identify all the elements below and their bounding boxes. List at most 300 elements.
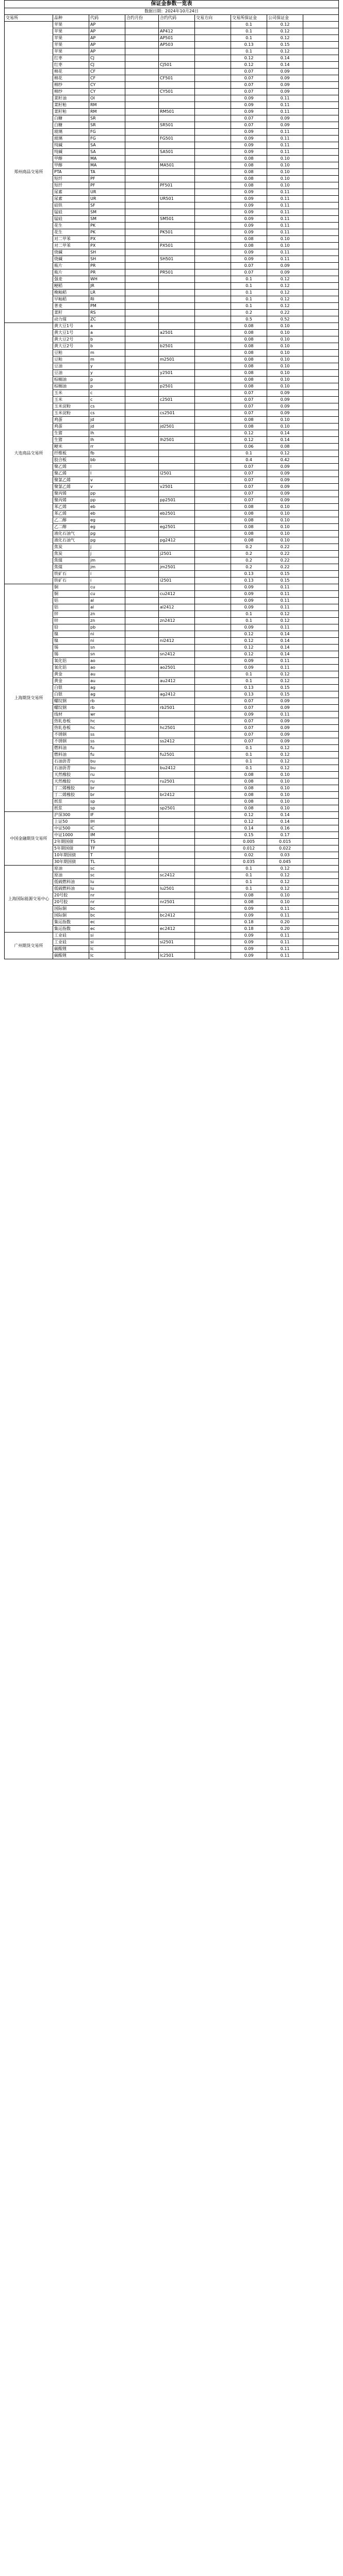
table-cell: 0.2: [231, 564, 267, 571]
table-cell: [125, 939, 159, 946]
table-cell: [303, 129, 339, 135]
table-cell: [303, 564, 339, 571]
table-cell: [125, 162, 159, 169]
table-cell: [303, 316, 339, 323]
table-cell: 0.10: [267, 162, 303, 169]
table-cell: [303, 906, 339, 912]
table-cell: [303, 162, 339, 169]
table-cell: 0.2: [231, 557, 267, 564]
table-cell: [159, 142, 195, 149]
table-row: [5, 537, 339, 544]
table-cell: m: [89, 350, 125, 357]
table-cell: RI: [89, 296, 125, 303]
table-cell: 0.08: [231, 537, 267, 544]
table-cell: 玉米淀粉: [53, 410, 89, 417]
table-cell: 0.11: [267, 665, 303, 671]
table-cell: i: [89, 578, 125, 584]
table-cell: [303, 115, 339, 122]
table-cell: CY: [89, 82, 125, 89]
table-cell: 0.12: [267, 765, 303, 772]
table-cell: 0.12: [267, 879, 303, 886]
table-cell: 0.09: [231, 604, 267, 611]
table-cell: [303, 698, 339, 705]
table-row: [5, 122, 339, 129]
table-row: [5, 953, 339, 959]
table-cell: [159, 490, 195, 497]
table-row: [5, 892, 339, 899]
table-cell: 0.11: [267, 216, 303, 223]
table-cell: 锰硅: [53, 216, 89, 223]
table-cell: 苹果: [53, 42, 89, 48]
table-cell: [125, 290, 159, 296]
table-row: [5, 832, 339, 839]
table-cell: [159, 812, 195, 819]
table-cell: [159, 785, 195, 792]
header-cell: 代码: [89, 15, 125, 22]
table-cell: 0.09: [231, 189, 267, 196]
table-cell: [195, 196, 231, 202]
table-cell: [303, 758, 339, 765]
table-cell: [125, 698, 159, 705]
table-cell: 0.12: [267, 886, 303, 892]
table-cell: [195, 75, 231, 82]
table-cell: [195, 42, 231, 48]
table-cell: PX: [89, 236, 125, 243]
table-cell: 0.09: [231, 906, 267, 912]
table-cell: 0.07: [231, 718, 267, 725]
table-cell: [195, 370, 231, 377]
table-cell: [195, 665, 231, 671]
table-cell: 0.22: [267, 544, 303, 551]
table-cell: 锌: [53, 618, 89, 624]
table-cell: 0.09: [231, 939, 267, 946]
table-cell: 0.11: [267, 711, 303, 718]
table-cell: [303, 745, 339, 752]
table-cell: IM: [89, 832, 125, 839]
table-cell: 对二甲苯: [53, 236, 89, 243]
table-cell: [159, 202, 195, 209]
table-cell: 豆油: [53, 370, 89, 377]
table-cell: [125, 42, 159, 48]
table-cell: 短纤: [53, 182, 89, 189]
table-cell: PR: [89, 263, 125, 269]
table-cell: [125, 772, 159, 778]
table-cell: 晚籼稻: [53, 290, 89, 296]
table-cell: [195, 524, 231, 531]
table-cell: [195, 464, 231, 470]
table-cell: [303, 899, 339, 906]
table-cell: [159, 879, 195, 886]
table-cell: 焦炭: [53, 544, 89, 551]
table-cell: [303, 437, 339, 444]
table-cell: [195, 799, 231, 805]
table-row: [5, 216, 339, 223]
table-cell: zn: [89, 618, 125, 624]
table-cell: 铁矿石: [53, 571, 89, 578]
table-row: [5, 584, 339, 591]
table-cell: 0.12: [231, 638, 267, 645]
table-cell: 棉花: [53, 75, 89, 82]
table-cell: 0.4: [231, 457, 267, 464]
table-cell: 0.08: [231, 323, 267, 330]
table-cell: [195, 738, 231, 745]
table-row: [5, 631, 339, 638]
table-cell: [195, 457, 231, 464]
table-cell: 0.08: [231, 350, 267, 357]
table-cell: TA: [89, 169, 125, 176]
table-row: [5, 866, 339, 872]
header-cell: 交易所保证金: [231, 15, 267, 22]
table-cell: [303, 671, 339, 678]
table-cell: [303, 135, 339, 142]
table-cell: 0.14: [267, 812, 303, 819]
table-cell: [125, 122, 159, 129]
table-cell: 0.09: [231, 223, 267, 229]
table-cell: 聚氯乙烯: [53, 477, 89, 484]
table-row: [5, 142, 339, 149]
table-cell: [195, 564, 231, 571]
table-cell: 黄大豆1号: [53, 330, 89, 336]
table-row: [5, 665, 339, 671]
table-cell: 0.14: [267, 638, 303, 645]
table-cell: [303, 557, 339, 564]
table-cell: [195, 249, 231, 256]
table-cell: [125, 792, 159, 799]
table-cell: ZC: [89, 316, 125, 323]
table-row: [5, 377, 339, 383]
table-cell: 0.12: [231, 819, 267, 825]
table-cell: [303, 778, 339, 785]
table-cell: [125, 524, 159, 531]
table-cell: [303, 839, 339, 845]
table-cell: [195, 296, 231, 303]
table-cell: pg: [89, 537, 125, 544]
table-cell: 0.08: [231, 792, 267, 799]
table-cell: [125, 129, 159, 135]
table-cell: [303, 845, 339, 852]
table-cell: 0.10: [267, 511, 303, 517]
table-cell: ao: [89, 665, 125, 671]
table-cell: 0.09: [267, 477, 303, 484]
table-cell: [303, 886, 339, 892]
table-cell: [125, 316, 159, 323]
table-cell: [159, 129, 195, 135]
table-cell: 0.09: [231, 256, 267, 263]
table-row: [5, 464, 339, 470]
table-row: [5, 243, 339, 249]
table-row: [5, 578, 339, 584]
table-cell: 0.10: [267, 504, 303, 511]
table-cell: 0.17: [267, 832, 303, 839]
table-cell: [195, 129, 231, 135]
table-cell: 0.14: [267, 645, 303, 651]
table-cell: [125, 410, 159, 417]
table-row: [5, 135, 339, 142]
table-cell: 黄大豆2号: [53, 336, 89, 343]
table-cell: 上证50: [53, 819, 89, 825]
table-cell: 0.12: [267, 276, 303, 283]
table-cell: 0.08: [231, 417, 267, 423]
table-cell: [125, 912, 159, 919]
table-cell: 0.08: [231, 343, 267, 350]
table-cell: [303, 357, 339, 363]
table-cell: 黄大豆2号: [53, 343, 89, 350]
margin-table: [4, 0, 339, 959]
table-cell: [303, 718, 339, 725]
table-row: [5, 939, 339, 946]
table-cell: 0.12: [231, 812, 267, 819]
table-row: [5, 357, 339, 363]
table-cell: 燃料油: [53, 752, 89, 758]
table-cell: 0.1: [231, 611, 267, 618]
table-cell: [125, 430, 159, 437]
table-row: [5, 912, 339, 919]
table-cell: sc2412: [159, 872, 195, 879]
table-cell: [125, 859, 159, 866]
table-cell: fu: [89, 745, 125, 752]
table-row: [5, 444, 339, 450]
table-cell: [303, 323, 339, 330]
table-cell: 丁二烯橡胶: [53, 785, 89, 792]
table-cell: [303, 772, 339, 778]
table-cell: [303, 691, 339, 698]
table-cell: [195, 872, 231, 879]
table-cell: au2412: [159, 678, 195, 685]
table-cell: [303, 202, 339, 209]
table-cell: [195, 156, 231, 162]
table-cell: 0.015: [267, 839, 303, 845]
table-cell: [195, 390, 231, 397]
table-row: [5, 423, 339, 430]
table-cell: [195, 236, 231, 243]
table-cell: 0.09: [267, 490, 303, 497]
table-row: [5, 671, 339, 678]
table-cell: 0.12: [267, 303, 303, 310]
table-row: [5, 859, 339, 866]
table-cell: [125, 202, 159, 209]
table-cell: 0.09: [231, 933, 267, 939]
table-cell: [303, 377, 339, 383]
table-cell: 聚丙烯: [53, 490, 89, 497]
table-cell: ni2412: [159, 638, 195, 645]
table-cell: [125, 705, 159, 711]
table-cell: ni: [89, 638, 125, 645]
table-cell: [125, 75, 159, 82]
table-cell: 0.09: [231, 129, 267, 135]
table-cell: 0.12: [267, 758, 303, 765]
table-cell: 棉纱: [53, 82, 89, 89]
table-row: [5, 89, 339, 95]
table-cell: 0.10: [267, 524, 303, 531]
table-cell: 玉米: [53, 390, 89, 397]
table-cell: 0.12: [267, 678, 303, 685]
table-cell: bu2412: [159, 765, 195, 772]
table-row: [5, 323, 339, 330]
table-row: [5, 390, 339, 397]
table-cell: bb: [89, 457, 125, 464]
table-cell: 0.11: [267, 102, 303, 109]
table-cell: [303, 410, 339, 417]
table-row: [5, 470, 339, 477]
table-meta: 数据日期：2024年10月24日: [5, 8, 339, 15]
table-cell: [195, 691, 231, 698]
table-cell: [303, 189, 339, 196]
table-cell: [159, 631, 195, 638]
table-cell: MA501: [159, 162, 195, 169]
table-cell: 2年期国债: [53, 839, 89, 845]
table-cell: 0.08: [231, 511, 267, 517]
table-row: [5, 658, 339, 665]
table-cell: [303, 42, 339, 48]
table-cell: 纯碱: [53, 142, 89, 149]
table-cell: [303, 872, 339, 879]
table-cell: 0.09: [231, 142, 267, 149]
table-cell: [303, 276, 339, 283]
table-cell: 0.10: [267, 236, 303, 243]
table-cell: 0.1: [231, 866, 267, 872]
table-cell: cs: [89, 410, 125, 417]
table-cell: 0.1: [231, 296, 267, 303]
table-cell: 0.11: [267, 953, 303, 959]
table-cell: [125, 484, 159, 490]
table-cell: 燃料油: [53, 745, 89, 752]
table-cell: [303, 310, 339, 316]
table-cell: [303, 537, 339, 544]
table-row: [5, 919, 339, 926]
table-cell: [195, 35, 231, 42]
table-cell: 0.09: [267, 738, 303, 745]
table-cell: 0.42: [267, 457, 303, 464]
table-cell: [195, 336, 231, 343]
table-cell: [195, 892, 231, 899]
table-cell: ec: [89, 919, 125, 926]
table-cell: [125, 423, 159, 430]
table-row: [5, 189, 339, 196]
table-cell: 早籼稻: [53, 296, 89, 303]
table-cell: AP501: [159, 35, 195, 42]
table-cell: MA: [89, 162, 125, 169]
table-row: [5, 95, 339, 102]
table-cell: [125, 256, 159, 263]
table-cell: al2412: [159, 604, 195, 611]
table-cell: 热轧卷板: [53, 718, 89, 725]
table-cell: 0.11: [267, 109, 303, 115]
table-cell: [159, 946, 195, 953]
table-cell: CJ: [89, 62, 125, 69]
table-cell: 0.09: [231, 249, 267, 256]
table-cell: ru2501: [159, 778, 195, 785]
table-cell: 0.10: [267, 336, 303, 343]
table-cell: [159, 417, 195, 423]
table-row: [5, 557, 339, 564]
table-cell: v: [89, 477, 125, 484]
table-cell: [125, 303, 159, 310]
table-cell: l2501: [159, 470, 195, 477]
table-cell: [125, 812, 159, 819]
table-cell: CY: [89, 89, 125, 95]
table-cell: [303, 511, 339, 517]
table-cell: 粳米: [53, 444, 89, 450]
table-cell: [125, 169, 159, 176]
table-row: [5, 732, 339, 738]
table-cell: [195, 410, 231, 417]
table-cell: [125, 357, 159, 363]
table-cell: 0.08: [231, 176, 267, 182]
table-cell: [125, 778, 159, 785]
table-cell: [159, 845, 195, 852]
table-row: [5, 758, 339, 765]
table-cell: 对二甲苯: [53, 243, 89, 249]
table-cell: 0.15: [231, 832, 267, 839]
table-cell: [159, 48, 195, 55]
table-cell: [125, 236, 159, 243]
table-cell: 0.1: [231, 752, 267, 758]
table-cell: 短纤: [53, 176, 89, 182]
table-cell: b: [89, 343, 125, 350]
table-cell: 0.07: [231, 75, 267, 82]
table-cell: [195, 785, 231, 792]
table-cell: 0.09: [267, 698, 303, 705]
table-cell: [125, 651, 159, 658]
table-cell: 集运指数: [53, 926, 89, 933]
table-cell: [125, 752, 159, 758]
table-cell: SH: [89, 249, 125, 256]
table-cell: [125, 457, 159, 464]
table-cell: 棉纱: [53, 89, 89, 95]
table-row: [5, 236, 339, 243]
table-cell: [195, 430, 231, 437]
table-cell: [303, 812, 339, 819]
table-cell: 0.07: [231, 464, 267, 470]
table-cell: 0.08: [231, 805, 267, 812]
table-cell: [195, 698, 231, 705]
table-cell: [303, 598, 339, 604]
table-cell: 0.09: [267, 69, 303, 75]
table-cell: [125, 323, 159, 330]
table-cell: 0.11: [267, 584, 303, 591]
table-cell: 甲醇: [53, 156, 89, 162]
table-cell: bu: [89, 765, 125, 772]
table-cell: [303, 591, 339, 598]
table-row: [5, 879, 339, 886]
table-cell: 0.10: [267, 350, 303, 357]
table-cell: [195, 357, 231, 363]
table-cell: 氧化铝: [53, 658, 89, 665]
table-cell: [159, 189, 195, 196]
table-row: [5, 752, 339, 758]
table-cell: 0.12: [231, 631, 267, 638]
table-cell: i2501: [159, 578, 195, 584]
table-cell: sp: [89, 799, 125, 805]
table-cell: 0.10: [267, 423, 303, 430]
table-cell: [195, 484, 231, 490]
table-row: [5, 926, 339, 933]
table-cell: [125, 638, 159, 645]
table-cell: [303, 892, 339, 899]
table-cell: 0.12: [267, 22, 303, 28]
table-cell: 0.08: [231, 892, 267, 899]
table-cell: [195, 109, 231, 115]
table-cell: 硅铁: [53, 202, 89, 209]
table-cell: 瓶片: [53, 269, 89, 276]
table-cell: 0.14: [267, 62, 303, 69]
table-cell: [195, 504, 231, 511]
table-cell: 0.12: [267, 283, 303, 290]
table-cell: [195, 939, 231, 946]
table-cell: [195, 477, 231, 484]
table-cell: 0.03: [267, 852, 303, 859]
table-cell: [303, 62, 339, 69]
